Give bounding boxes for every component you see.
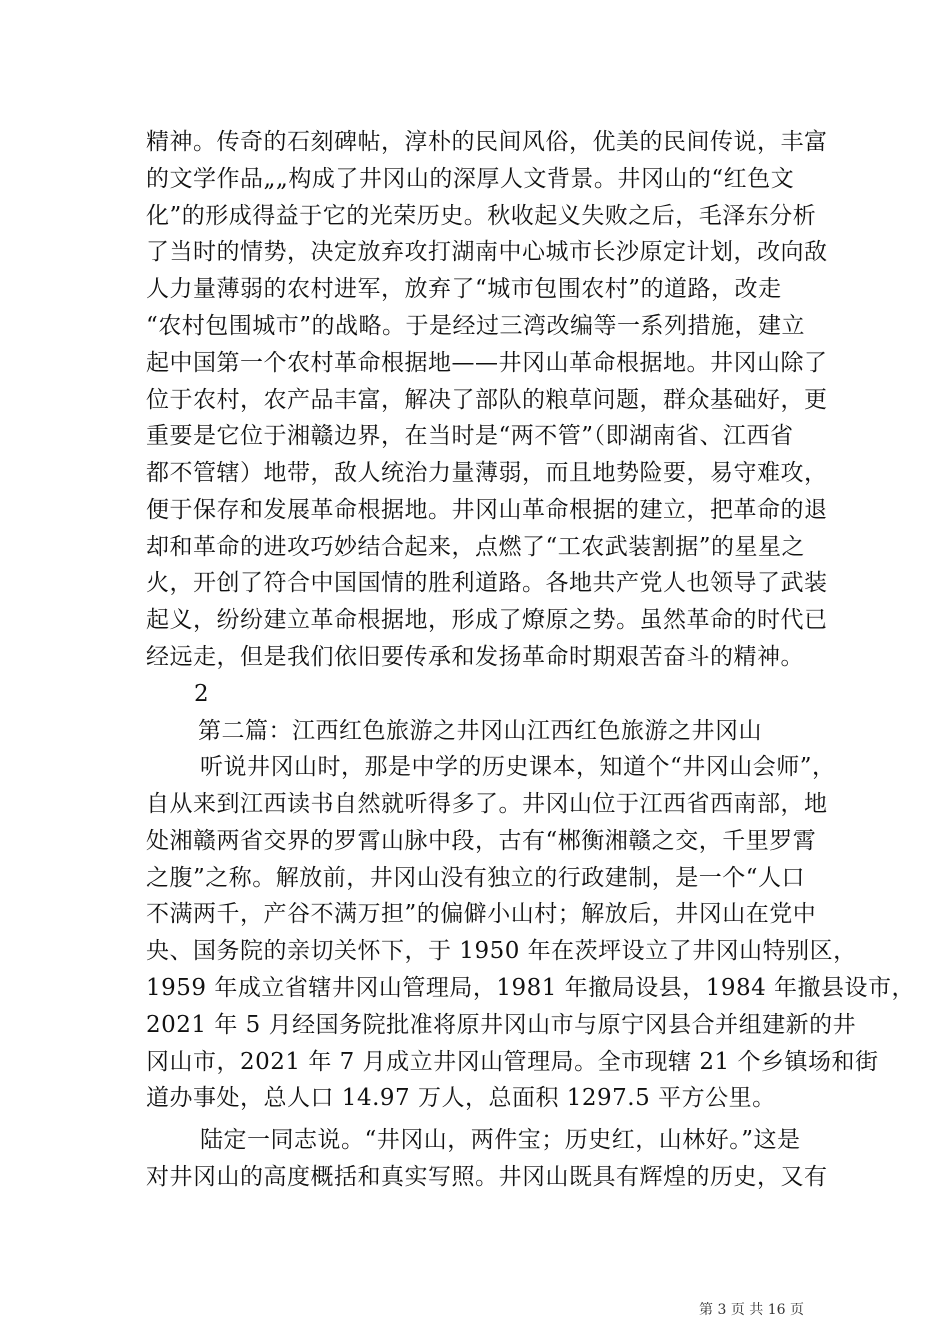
body-line: 1959 年成立省辖井冈山管理局，1981 年撤局设县，1984 年撤县设市， [146,975,916,1001]
body-line: 化”的形成得益于它的光荣历史。秋收起义失败之后，毛泽东分析 [146,203,817,229]
body-line: 不满两千，产谷不满万担”的偏僻小山村；解放后，井冈山在党中 [146,901,817,927]
body-line: 人力量薄弱的农村进军，放弃了“城市包围农村”的道路，改走 [146,276,782,302]
body-line: 重要是它位于湘赣边界，在当时是“两不管”（即湖南省、江西省 [146,423,794,449]
page-indicator: 第 3 页 共 16 页 [699,1302,804,1318]
body-line: 央、国务院的亲切关怀下，于 1950 年在茨坪设立了井冈山特别区， [146,938,857,964]
body-line: 位于农村，农产品丰富，解决了部队的粮草问题，群众基础好，更 [146,387,828,413]
body-line: 对井冈山的高度概括和真实写照。井冈山既具有辉煌的历史，又有 [146,1164,828,1190]
body-line: 火，开创了符合中国国情的胜利道路。各地共产党人也领导了武装 [146,570,828,596]
body-line: 却和革命的进攻巧妙结合起来，点燃了“工农武装割据”的星星之 [146,534,806,560]
body-line: 起中国第一个农村革命根据地——井冈山革命根据地。井冈山除了 [146,350,828,376]
body-line: 了当时的情势，决定放弃攻打湖南中心城市长沙原定计划，改向敌 [146,239,828,265]
body-line: 听说井冈山时，那是中学的历史课本，知道个“井冈山会师”， [200,754,836,780]
body-line: 冈山市，2021 年 7 月成立井冈山管理局。全市现辖 21 个乡镇场和街 [146,1049,879,1075]
body-line: 2021 年 5 月经国务院批准将原井冈山市与原宁冈县合并组建新的井 [146,1012,857,1038]
body-line: “农村包围城市”的战略。于是经过三湾改编等一系列措施，建立 [146,313,806,339]
body-line: 经远走，但是我们依旧要传承和发扬革命时期艰苦奋斗的精神。 [146,644,804,670]
body-line: 陆定一同志说。“井冈山，两件宝；历史红，山林好。”这是 [200,1127,801,1153]
body-line: 的文学作品„„构成了井冈山的深厚人文背景。井冈山的“红色文 [146,166,795,192]
body-line: 都不管辖）地带，敌人统治力量薄弱，而且地势险要，易守难攻， [146,460,828,486]
body-line: 处湘赣两省交界的罗霄山脉中段，古有“郴衡湘赣之交，千里罗霄 [146,828,817,854]
body-line: 之腹”之称。解放前，井冈山没有独立的行政建制，是一个“人口 [146,865,806,891]
body-line: 便于保存和发展革命根据地。井冈山革命根据的建立，把革命的退 [146,497,828,523]
body-line: 精神。传奇的石刻碑帖，淳朴的民间风俗，优美的民间传说，丰富 [146,129,828,155]
section-title: 第二篇：江西红色旅游之井冈山江西红色旅游之井冈山 [198,718,762,744]
body-line: 起义，纷纷建立革命根据地，形成了燎原之势。虽然革命的时代已 [146,607,828,633]
body-line: 道办事处，总人口 14.97 万人，总面积 1297.5 平方公里。 [146,1085,776,1111]
body-line: 自从来到江西读书自然就听得多了。井冈山位于江西省西南部，地 [146,791,828,817]
section-number: 2 [194,681,210,707]
